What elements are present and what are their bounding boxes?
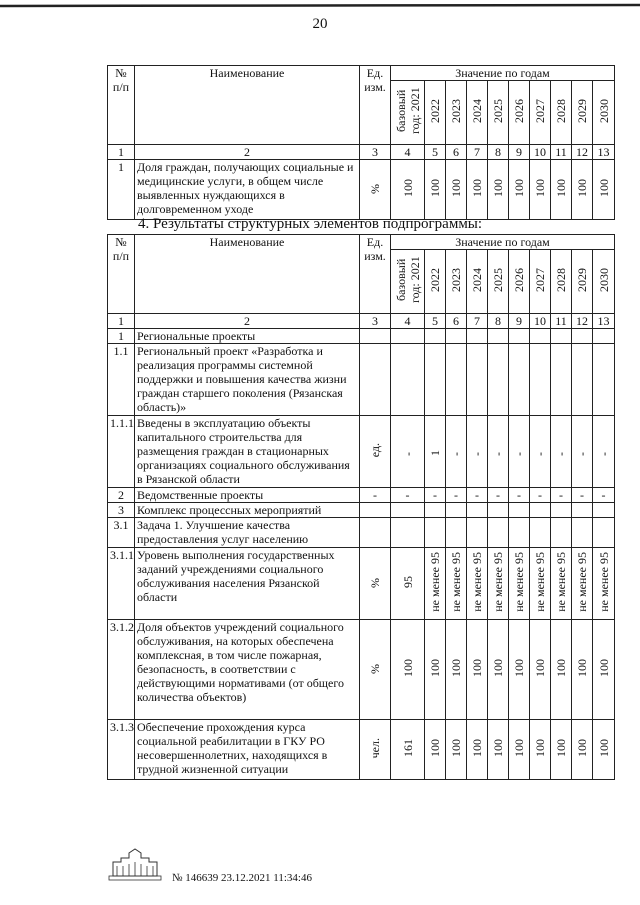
col-header-year: 2024 [470, 99, 484, 123]
row-value: 100 [533, 179, 547, 197]
row-name: Региональный проект «Разработка и реализация программы системной поддержки и повышения качества жизни граждан старшего поколения (Рязанская область)» [135, 344, 360, 416]
row-name: Обеспечение прохождения курса социальной реабилитации в ГКУ РО несовершеннолетних, находящихся в трудной жизненной ситуации [135, 720, 360, 780]
col-header-year: 2030 [596, 268, 611, 292]
page-number: 20 [312, 16, 328, 32]
row-num: 1.1.1 [108, 416, 135, 488]
row-value: 100 [554, 179, 568, 197]
row-value: не менее 95 [554, 552, 568, 612]
row-unit: чел. [368, 737, 382, 759]
section-caption: 4. Результаты структурных элементов подпрограммы: [138, 216, 483, 232]
col-header-year: 2030 [596, 99, 611, 123]
row-value: - [391, 488, 425, 503]
col-number: 9 [509, 145, 530, 160]
row-value: 100 [470, 739, 484, 757]
col-header-year: 2023 [449, 99, 463, 123]
col-number: 2 [135, 314, 360, 329]
row-value: 100 [428, 179, 442, 197]
col-number: 9 [509, 314, 530, 329]
table-row [108, 344, 615, 416]
col-header-name: Наименование [135, 66, 360, 145]
col-header-unit: Ед. изм. [360, 66, 391, 145]
row-value: 100 [554, 739, 568, 757]
row-value: 100 [554, 659, 568, 677]
table-row [108, 160, 615, 220]
row-value: 100 [512, 739, 526, 757]
table-row [108, 488, 615, 503]
col-number: 2 [135, 145, 360, 160]
col-number: 8 [488, 314, 509, 329]
row-value: не менее 95 [575, 552, 589, 612]
row-value: 100 [449, 739, 463, 757]
col-header-base-year: базовый год: 2021 [393, 87, 422, 135]
row-num: 1.1 [108, 344, 135, 416]
row-name: Задача 1. Улучшение качества предоставления услуг населению [135, 518, 360, 548]
row-name: Ведомственные проекты [135, 488, 360, 503]
row-unit: % [368, 663, 382, 674]
row-value: - [467, 488, 488, 503]
row-value: 100 [449, 659, 463, 677]
row-unit: ед. [368, 442, 382, 458]
row-value: 95 [400, 576, 415, 588]
row-value: 100 [575, 739, 589, 757]
row-value: не менее 95 [470, 552, 484, 612]
row-value: 100 [449, 179, 463, 197]
row-num: 3.1.2 [108, 620, 135, 720]
col-header-year: 2022 [428, 99, 442, 123]
row-value: - [449, 451, 463, 456]
row-num: 3.1 [108, 518, 135, 548]
col-number: 7 [467, 145, 488, 160]
col-number: 5 [425, 145, 446, 160]
row-value: 100 [491, 179, 505, 197]
row-value: 1 [428, 449, 442, 456]
col-number: 1 [108, 314, 135, 329]
col-number: 12 [572, 314, 593, 329]
row-value: 100 [596, 739, 611, 757]
col-header-year: 2026 [512, 99, 526, 123]
col-number: 1 [108, 145, 135, 160]
col-number: 10 [530, 145, 551, 160]
col-header-name: Наименование [135, 235, 360, 314]
row-value: не менее 95 [449, 552, 463, 612]
row-value: - [596, 451, 611, 456]
col-header-year: 2028 [554, 99, 568, 123]
row-value: не менее 95 [491, 552, 505, 612]
col-number: 4 [391, 314, 425, 329]
col-number: 5 [425, 314, 446, 329]
row-value: 100 [470, 659, 484, 677]
col-header-num: № п/п [108, 66, 135, 145]
row-value: - [509, 488, 530, 503]
row-name: Комплекс процессных мероприятий [135, 503, 360, 518]
row-num: 3.1.3 [108, 720, 135, 780]
table-row [108, 620, 615, 720]
col-number: 4 [391, 145, 425, 160]
row-value: 100 [400, 659, 415, 677]
indicators-table [107, 65, 615, 220]
col-number: 12 [572, 145, 593, 160]
row-value: 100 [575, 179, 589, 197]
footer-doc-number: № 146639 [172, 872, 219, 884]
row-value: - [488, 488, 509, 503]
row-unit: % [368, 183, 382, 194]
row-name: Доля объектов учреждений социального обслуживания, на которых обеспечена комплексная, в том числе пожарная, безопасность, в соответствии с действующими нормативами (от общего количества объектов) [135, 620, 360, 720]
col-header-year: 2029 [575, 99, 589, 123]
row-value: 100 [428, 659, 442, 677]
row-num: 2 [108, 488, 135, 503]
table-row [108, 720, 615, 780]
row-value: не менее 95 [512, 552, 526, 612]
row-num: 3 [108, 503, 135, 518]
row-value: - [491, 451, 505, 456]
col-number: 10 [530, 314, 551, 329]
table-row [108, 503, 615, 518]
col-header-num: № п/п [108, 235, 135, 314]
top-border-line [0, 2, 640, 9]
col-number: 6 [446, 314, 467, 329]
building-stamp-icon [107, 846, 163, 882]
table-row [108, 548, 615, 620]
row-name: Уровень выполнения государственных заданий учреждениями социального обслуживания населения Рязанской области [135, 548, 360, 620]
table-row [108, 416, 615, 488]
col-number: 8 [488, 145, 509, 160]
row-value: - [470, 451, 484, 456]
row-value: 100 [400, 179, 415, 197]
col-header-year: 2026 [512, 268, 526, 292]
row-value: - [551, 488, 572, 503]
results-table [107, 234, 615, 780]
row-value: 100 [575, 659, 589, 677]
row-num: 1 [108, 160, 135, 220]
row-value: 161 [400, 739, 415, 757]
col-header-year: 2029 [575, 268, 589, 292]
col-header-unit: Ед. изм. [360, 235, 391, 314]
row-value: - [593, 488, 615, 503]
row-value: 100 [596, 659, 611, 677]
col-number: 7 [467, 314, 488, 329]
col-header-year: 2022 [428, 268, 442, 292]
row-value: 100 [491, 659, 505, 677]
row-value: не менее 95 [428, 552, 442, 612]
col-header-base-year: базовый год: 2021 [393, 256, 422, 304]
row-value: - [400, 451, 415, 456]
row-value: - [530, 488, 551, 503]
row-value: 100 [470, 179, 484, 197]
row-value: не менее 95 [596, 552, 611, 612]
col-header-values-by-year: Значение по годам [391, 66, 615, 81]
col-header-year: 2024 [470, 268, 484, 292]
row-value: 100 [428, 739, 442, 757]
col-header-year: 2028 [554, 268, 568, 292]
row-value: - [446, 488, 467, 503]
table-row [108, 329, 615, 344]
row-name: Доля граждан, получающих социальные и медицинские услуги, в общем числе выявленных нуждающихся в долговременном уходе [135, 160, 360, 220]
row-value: - [425, 488, 446, 503]
row-value: - [533, 451, 547, 456]
row-value: 100 [533, 739, 547, 757]
row-value: 100 [512, 659, 526, 677]
row-unit: % [368, 577, 382, 588]
col-header-year: 2023 [449, 268, 463, 292]
row-value: - [554, 451, 568, 456]
row-value: 100 [596, 179, 611, 197]
col-header-year: 2027 [533, 268, 547, 292]
row-unit: - [360, 488, 391, 503]
row-num: 1 [108, 329, 135, 344]
row-value: - [572, 488, 593, 503]
row-value: - [575, 451, 589, 456]
footer-datetime: 23.12.2021 11:34:46 [221, 872, 312, 884]
col-number: 3 [360, 314, 391, 329]
row-value: не менее 95 [533, 552, 547, 612]
col-header-year: 2027 [533, 99, 547, 123]
col-number: 13 [593, 145, 615, 160]
row-value: 100 [512, 179, 526, 197]
row-name: Введены в эксплуатацию объекты капитального строительства для размещения граждан в стационарных организациях социального обслуживания в Рязанской области [135, 416, 360, 488]
row-value: 100 [491, 739, 505, 757]
row-num: 3.1.1 [108, 548, 135, 620]
row-name: Региональные проекты [135, 329, 360, 344]
col-number: 11 [551, 314, 572, 329]
col-number: 13 [593, 314, 615, 329]
table-row [108, 518, 615, 548]
col-header-year: 2025 [491, 268, 505, 292]
col-header-year: 2025 [491, 99, 505, 123]
row-value: 100 [533, 659, 547, 677]
col-number: 11 [551, 145, 572, 160]
col-number: 3 [360, 145, 391, 160]
col-number: 6 [446, 145, 467, 160]
row-value: - [512, 451, 526, 456]
col-header-values-by-year: Значение по годам [391, 235, 615, 250]
